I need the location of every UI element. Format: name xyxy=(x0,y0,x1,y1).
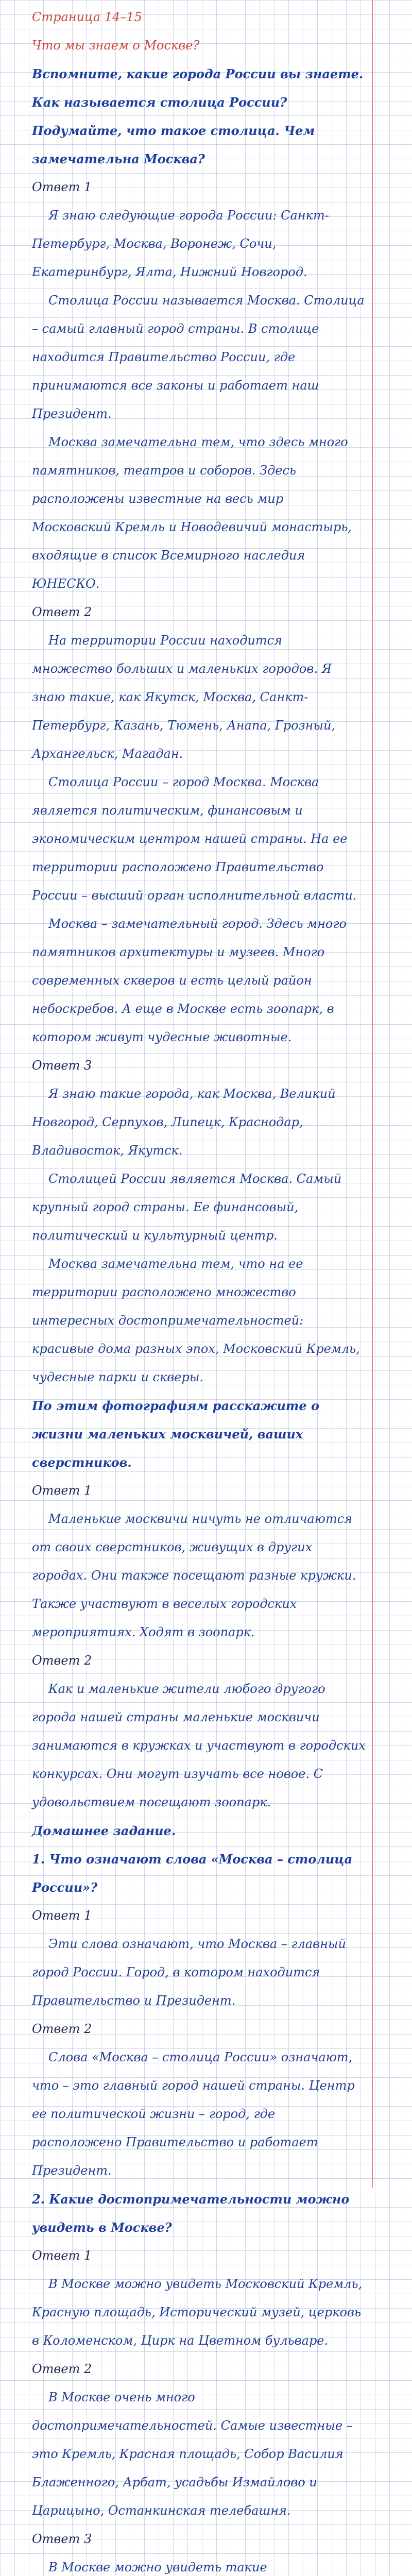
answer-paragraph: Столица России – город Москва. Москва является политическим, финансовым и экономическим центром нашей страны. На ее территории расположено Правительство России – высший орган исполнительной власти. xyxy=(32,775,357,903)
answer-label: Ответ 3 xyxy=(32,2532,92,2546)
answer-label: Ответ 3 xyxy=(32,1058,92,1073)
answer-paragraph: Москва – замечательный город. Здесь много памятников архитектуры и музеев. Много современных скверов и есть целый район небоскребов. А еще в Москве есть зоопарк, в котором живут чудесные животные. xyxy=(32,917,347,1044)
answer-label: Ответ 1 xyxy=(32,2248,92,2263)
answer-paragraph: Я знаю такие города, как Москва, Великий Новгород, Серпухов, Липецк, Краснодар, Владивосток, Якутск. xyxy=(32,1087,336,1158)
intro-question: Вспомните, какие города России вы знаете. Как называется столица России? Подумайте, что такое столица. Чем замечательна Москва? xyxy=(32,66,364,166)
page-label: Страница 14–15 xyxy=(32,10,142,24)
answer-paragraph: В Москве очень много достопримечательностей. Самые известные – это Кремль, Красная площадь, Собор Василия Блаженного, Арбат, усадьбы Измайлово и Царицыно, Останкинская телебашня. xyxy=(32,2390,353,2518)
answer-label: Ответ 2 xyxy=(32,1653,92,1668)
answer-paragraph: Эти слова означают, что Москва – главный город России. Город, в котором находится Правительство и Президент. xyxy=(32,1937,346,2008)
answer-paragraph: В Москве можно увидеть такие xyxy=(48,2560,267,2574)
answer-paragraph: Москва замечательна тем, что на ее территории расположено множество интересных достопримечательностей: красивые дома разных эпох, Московский Кремль, чудесные парки и скверы. xyxy=(32,1257,360,1384)
section-question: 1. Что означают слова «Москва – столица России»? xyxy=(32,1852,353,1895)
answer-paragraph: Маленькие москвичи ничуть не отличаются от своих сверстников, живущих в других городах. Они также посещают разные кружки. Также участвуют в веселых городских мероприятиях. Ходят в зоопарк. xyxy=(32,1512,356,1639)
answer-paragraph: Слова «Москва – столица России» означают, что – это главный город нашей страны. Центр ее политической жизни – город, где расположено Правительство и работает Президент. xyxy=(32,2050,355,2178)
answer-label: Ответ 1 xyxy=(32,180,92,194)
homework-heading: Домашнее задание. xyxy=(32,1823,176,1838)
answer-paragraph: Как и маленькие жители любого другого города нашей страны маленькие москвичи занимаются в кружках и участвуют в городских конкурсах. Они могут изучать все новое. С удовольствием посещают зоопарк. xyxy=(32,1682,366,1809)
section-question: По этим фотографиям расскажите о жизни маленьких москвичей, ваших сверстников. xyxy=(32,1398,319,1470)
answer-paragraph: В Москве можно увидеть Московский Кремль, Красную площадь, Исторический музей, церковь в Коломенском, Цирк на Цветном бульваре. xyxy=(32,2277,363,2348)
answer-paragraph: Москва замечательна тем, что здесь много памятников, театров и соборов. Здесь расположены известные на весь мир Московский Кремль и Новодевичий монастырь, входящие в список Всемирного наследия ЮНЕСКО. xyxy=(32,435,352,591)
answer-paragraph: На территории России находится множество больших и маленьких городов. Я знаю такие, как Якутск, Москва, Санкт-Петербург, Казань, Тюмень, Анапа, Грозный, Архангельск, Магадан. xyxy=(32,633,336,761)
answer-label: Ответ 2 xyxy=(32,605,92,619)
answer-label: Ответ 2 xyxy=(32,2362,92,2376)
answer-label: Ответ 2 xyxy=(32,2022,92,2036)
answer-paragraph: Столицей России является Москва. Самый крупный город страны. Ее финансовый, политический и культурный центр. xyxy=(32,1172,342,1243)
homework-page xyxy=(32,3,366,2576)
answer-paragraph: Я знаю следующие города России: Санкт-Петербург, Москва, Воронеж, Сочи, Екатеринбург, Ялта, Нижний Новгород. xyxy=(32,208,329,279)
section-question: 2. Какие достопримечательности можно увидеть в Москве? xyxy=(32,2192,350,2235)
answer-label: Ответ 1 xyxy=(32,1483,92,1498)
answer-label: Ответ 1 xyxy=(32,1908,92,1923)
answer-paragraph: Столица России называется Москва. Столица – самый главный город страны. В столице находится Правительство России, где принимаются все законы и работает наш Президент. xyxy=(32,293,365,421)
topic-title: Что мы знаем о Москве? xyxy=(32,38,200,53)
notebook-margin-line xyxy=(372,0,373,2188)
